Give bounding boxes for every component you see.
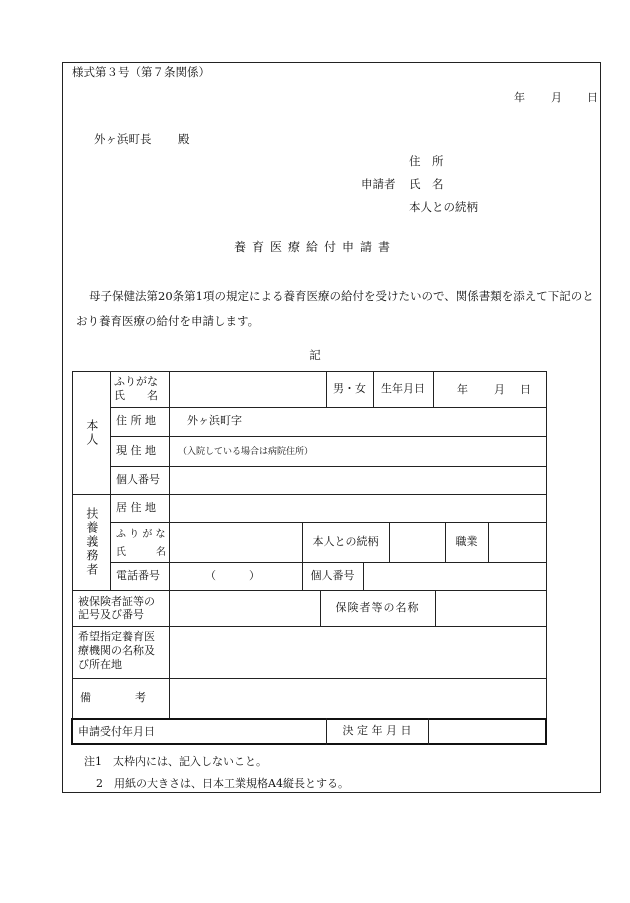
kojin-label: 個人番号 — [116, 473, 160, 486]
date-year-label: 年 — [514, 91, 525, 104]
fuyo-label: 扶養義務者 — [84, 507, 99, 577]
applicant-address-label: 住 所 — [409, 154, 444, 168]
date-day-label: 日 — [587, 91, 598, 104]
ki-label: 記 — [309, 348, 321, 362]
birth-year-label: 年 — [457, 383, 468, 396]
addressee-name: 外ヶ浜町長 — [94, 132, 152, 146]
fuyo-name-label: ふ り が な 氏 名 — [116, 529, 166, 558]
genjuu-label: 現 住 地 — [116, 444, 156, 457]
hokensha-label: 保険者等の名称 — [335, 600, 420, 614]
fuyo-kojin-label: 個人番号 — [310, 568, 355, 582]
birthdate-label: 生年月日 — [381, 381, 425, 395]
applicant-label: 申請者 — [361, 177, 396, 191]
fuyo-relation-label: 本人との続柄 — [312, 534, 379, 548]
date-month-label: 月 — [551, 91, 562, 104]
applicant-relation-label: 本人との続柄 — [409, 200, 478, 214]
note-2: 2 用紙の大きさは、日本工業規格A4縦長とする。 — [96, 777, 349, 790]
phone-paren: （ ） — [205, 569, 260, 582]
applicant-name-label: 氏 名 — [409, 177, 444, 191]
sex-label: 男・女 — [333, 381, 366, 395]
document-title: 養育医療給付申請書 — [233, 240, 396, 254]
furigana-name-label: ふりがな 氏 名 — [114, 375, 158, 402]
body-text: 母子保健法第20条第1項の規定による養育医療の給付を受けたいので、関係書類を添えて下記のとおり養育医療の給付を申請します。 — [76, 289, 594, 328]
jusho-label: 住 所 地 — [116, 414, 156, 427]
birth-day-label: 日 — [520, 383, 531, 396]
addressee-honorific: 殿 — [178, 132, 190, 146]
decision-label: 決 定 年 月 日 — [342, 724, 412, 738]
phone-label: 電話番号 — [116, 569, 160, 582]
kyojuu-label: 居 住 地 — [116, 501, 156, 514]
receipt-label: 申請受付年月日 — [78, 725, 155, 738]
birth-month-label: 月 — [494, 383, 505, 396]
honnin-label: 本人 — [84, 418, 99, 447]
bikou-label: 備 考 — [80, 691, 146, 704]
kibou-label: 希望指定養育医 療機関の名称及 び所在地 — [78, 630, 155, 671]
hihoken-label: 被保険者証等の 記号及び番号 — [78, 595, 155, 621]
form-number: 様式第３号（第７条関係） — [72, 65, 210, 79]
genjuu-note: （入院している場合は病院住所） — [178, 447, 314, 457]
job-label: 職業 — [455, 534, 478, 548]
jusho-value: 外ヶ浜町字 — [187, 414, 242, 427]
note-1: 注1 太枠内には、記入しないこと。 — [84, 755, 267, 768]
